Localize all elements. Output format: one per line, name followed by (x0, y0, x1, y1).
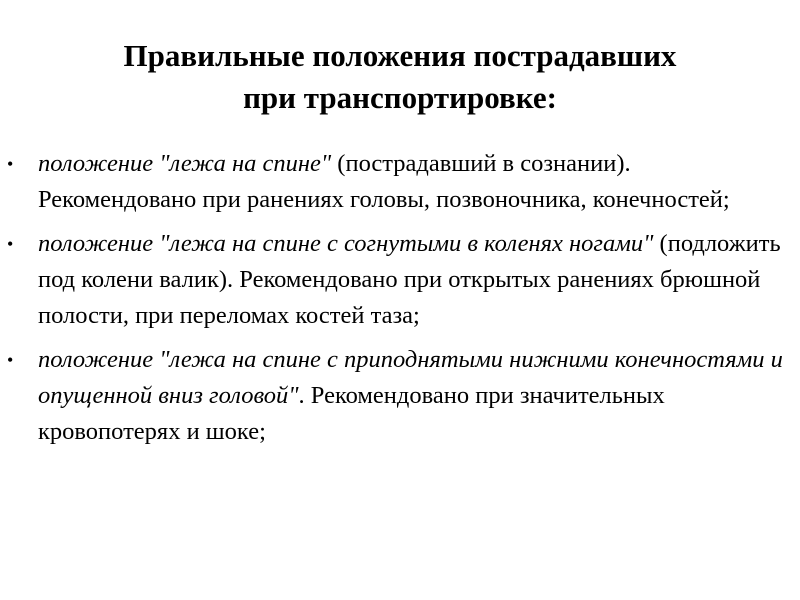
bullet-marker-icon: • (7, 350, 14, 370)
bullet-item (0, 146, 800, 218)
bullet-position-name: положение "лежа на спине" (38, 150, 332, 177)
bullet-marker-icon: • (7, 154, 14, 174)
slide-title (20, 35, 780, 119)
bullet-item (0, 342, 800, 450)
bullet-position-name: положение "лежа на спине с согнутыми в коленях ногами" (38, 230, 654, 257)
bullet-item (0, 226, 800, 334)
bullet-description: (подложить под колени валик). Рекомендовано при открытых ранениях брюшной полости, при переломах костей таза; (38, 230, 781, 329)
bullet-position-name: положение "лежа на спине с приподнятыми нижними конечностями и опущенной вниз головой" (38, 346, 783, 409)
bullet-marker-icon: • (7, 234, 14, 254)
slide-title-line-2: при транспортировке: (243, 80, 557, 115)
bullet-list (0, 146, 800, 458)
bullet-description: (пострадавший в сознании). Рекомендовано при ранениях головы, позвоночника, конечностей; (38, 150, 730, 213)
slide-title-line-1: Правильные положения пострадавших (123, 38, 677, 73)
bullet-description: . Рекомендовано при значительных кровопотерях и шоке; (38, 382, 665, 445)
